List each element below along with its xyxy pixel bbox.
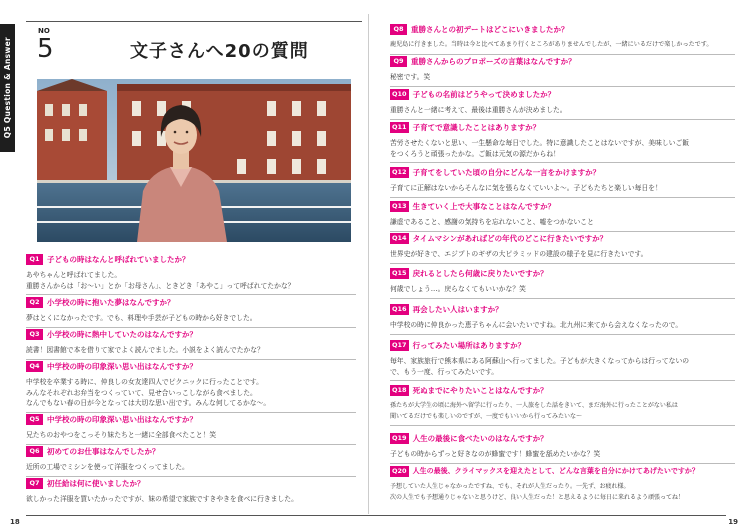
answer-text: 謙虚であること、感謝の気持ちを忘れないこと、嘘をつかないこと bbox=[390, 218, 594, 226]
separator bbox=[390, 298, 735, 299]
question-row bbox=[390, 23, 735, 35]
answer-text: 予想していた人生じゃなかったですね、でも、それが人生だったり。一先ず、お疲れ様。 次の人生でも予想通りじゃないと思うけど、良い人生だった！と思えるように毎日に来れるよう頑張ってね！ bbox=[390, 483, 685, 501]
question-row bbox=[390, 303, 735, 315]
question-row bbox=[390, 121, 735, 133]
question-number: Q12 bbox=[392, 167, 407, 176]
separator bbox=[26, 294, 356, 295]
qa-item-5 bbox=[26, 413, 356, 445]
question-row bbox=[390, 339, 735, 351]
question-text: 重勝さんとの初デートはどこにいきましたか？ bbox=[411, 24, 569, 34]
separator bbox=[390, 119, 735, 120]
question-number: Q18 bbox=[392, 385, 407, 394]
question-number: Q20 bbox=[392, 466, 407, 475]
qa-item-1 bbox=[26, 253, 356, 295]
question-text: 重勝さんからのプロポーズの言葉はなんですか？ bbox=[411, 56, 576, 66]
question-number: Q1 bbox=[26, 254, 43, 265]
qa-item-2 bbox=[26, 296, 356, 328]
page-number-left: 18 bbox=[10, 518, 20, 526]
qa-item-12 bbox=[390, 166, 735, 198]
question-row bbox=[26, 328, 356, 340]
question-number: Q14 bbox=[392, 233, 407, 242]
qa-item-6 bbox=[26, 445, 356, 477]
section-tab bbox=[0, 24, 15, 152]
number-label: NO bbox=[38, 27, 50, 35]
qa-item-9 bbox=[390, 55, 735, 87]
question-text: 初任給は何に使いましたか？ bbox=[47, 478, 145, 488]
page-title: 文子さんへ20の質問 bbox=[130, 41, 309, 62]
section-tab-label: Q5 Question & Answer bbox=[3, 37, 12, 139]
answer-text: 子育てに正解はないからそんなに気を張らなくていいよ～。子どもたちと楽しい毎日を！ bbox=[390, 184, 662, 192]
question-row bbox=[390, 88, 735, 100]
question-row bbox=[26, 413, 356, 425]
question-row bbox=[390, 267, 735, 279]
question-row bbox=[390, 432, 735, 444]
separator bbox=[390, 380, 735, 381]
gutter bbox=[368, 14, 369, 514]
question-number: Q2 bbox=[26, 297, 43, 308]
question-text: 子育てをしていた頃の自分にどんな一言をかけますか？ bbox=[412, 167, 601, 177]
question-number: Q11 bbox=[392, 122, 407, 131]
question-text: 人生の最後、クライマックスを迎えたとして、どんな言葉を自分にかけてあげたいですか？ bbox=[412, 467, 699, 475]
separator bbox=[390, 197, 735, 198]
question-number: Q9 bbox=[390, 56, 407, 67]
question-row bbox=[390, 465, 735, 477]
question-number: Q15 bbox=[392, 268, 407, 277]
answer-text: あやちゃんと呼ばれてました。 重勝さんからは「お～い」とか「お母さん」、ときどき「あやこ」って呼ばれてたかな？ bbox=[26, 271, 295, 290]
question-text: 人生の最後に食べたいのはなんですか？ bbox=[412, 433, 548, 443]
question-number: Q8 bbox=[390, 24, 407, 35]
portrait-photo bbox=[37, 79, 351, 242]
question-text: 子どもの名前はどうやって決めましたか？ bbox=[412, 89, 556, 99]
question-text: 再会したい人はいますか？ bbox=[412, 304, 503, 314]
qa-item-16 bbox=[390, 303, 735, 335]
answer-text: 子どもの時からずっと好きなのが蜂蜜です！蜂蜜を舐めたいかな？笑 bbox=[390, 450, 601, 458]
separator bbox=[390, 425, 735, 426]
question-text: 小学校の時に熱中していたのはなんですか？ bbox=[47, 329, 197, 339]
question-text: 中学校の時の印象深い思い出はなんですか？ bbox=[47, 361, 197, 371]
answer-text: 何歳でしょう…。戻らなくてもいいかな？笑 bbox=[390, 285, 526, 293]
photo-illustration bbox=[37, 79, 351, 242]
question-number: Q5 bbox=[26, 414, 43, 425]
header-rule bbox=[26, 21, 362, 22]
qa-item-15 bbox=[390, 267, 735, 299]
question-text: 子どもの時はなんと呼ばれていましたか？ bbox=[47, 254, 190, 264]
qa-item-17 bbox=[390, 339, 735, 381]
answer-text: 鹿児島に行きました。当時は今と比べてあまり行くところがありませんでしたが、一緒にいるだけで楽しかったです。 bbox=[390, 41, 713, 48]
answer-text: 世界史が好きで、エジプトのギザの大ピラミッドの建設の様子を見に行きたいです。 bbox=[390, 250, 648, 258]
separator bbox=[390, 162, 735, 163]
question-row bbox=[390, 55, 735, 67]
question-row bbox=[26, 477, 356, 489]
question-row bbox=[390, 232, 735, 244]
qa-item-13 bbox=[390, 200, 735, 232]
answer-text: 兄たちのおやつをこっそり妹たちと一緒に全部食べたこと！笑 bbox=[26, 431, 217, 439]
qa-item-8 bbox=[390, 23, 735, 55]
answer-text: 孫たちが大学生の頃に海外へ留学に行ったり、一人旅をした話をきいて、まだ海外に行ったことがない私は 聞いてるだけでも楽しいのですが、一度でもいいから行ってみたいな～ bbox=[390, 402, 678, 420]
qa-item-4 bbox=[26, 360, 356, 413]
question-number: Q16 bbox=[392, 304, 407, 313]
question-text: 生きていく上で大事なことはなんですか？ bbox=[412, 201, 556, 211]
answer-text: 苦労させたくないと思い、一生懸命な毎日でした。特に意識したことはないですが、美味しいご飯 をつくろうと頑張ったかな。ご飯は元気の源だからね！ bbox=[390, 139, 690, 158]
separator bbox=[390, 86, 735, 87]
question-number: Q6 bbox=[26, 446, 43, 457]
question-number: Q19 bbox=[392, 433, 407, 442]
question-number: Q4 bbox=[26, 361, 43, 372]
separator bbox=[390, 263, 735, 264]
page-number-right: 19 bbox=[728, 518, 738, 526]
question-text: 子育てで意識したことはありますか？ bbox=[412, 122, 541, 132]
question-row bbox=[390, 384, 735, 396]
question-text: 戻れるとしたら何歳に戻りたいですか？ bbox=[412, 268, 548, 278]
question-number: Q3 bbox=[26, 329, 43, 340]
question-text: タイムマシンがあればどの年代のどこに行きたいですか？ bbox=[412, 233, 608, 243]
answer-text: 秘密です。笑 bbox=[390, 73, 431, 81]
question-number: Q13 bbox=[392, 201, 407, 210]
question-text: 中学校の時の印象深い思い出はなんですか？ bbox=[47, 414, 197, 424]
question-row bbox=[26, 360, 356, 372]
question-row bbox=[26, 296, 356, 308]
separator bbox=[390, 463, 735, 464]
answer-text: 中学校を卒業する時に、仲良しの女友達四人でピクニックに行ったことです。 みんなそれぞれお弁当をつくっていて、見せ合いっこしながら食べました。 なんでもない春の日が今となっては大切な思い出です。みんな何してるかな～。 bbox=[26, 378, 271, 407]
qa-item-20 bbox=[390, 465, 735, 503]
article-number: 5 bbox=[37, 34, 54, 64]
answer-text: 欲しかった洋服を買いたかったですが、妹の希望で家族ですきやきを食べに行きました。 bbox=[26, 495, 298, 503]
qa-item-11 bbox=[390, 121, 735, 163]
question-row bbox=[390, 166, 735, 178]
qa-item-18 bbox=[390, 384, 735, 426]
qa-item-19 bbox=[390, 432, 735, 464]
question-row bbox=[26, 253, 356, 265]
qa-item-7 bbox=[26, 477, 356, 505]
footer-rule bbox=[26, 515, 726, 516]
answer-text: 重勝さんと一緒に考えて、最後は重勝さんが決めました。 bbox=[390, 106, 567, 114]
question-number: Q7 bbox=[26, 478, 43, 489]
answer-text: 近所の工場でミシンを使って洋服をつくってました。 bbox=[26, 463, 189, 471]
qa-item-10 bbox=[390, 88, 735, 120]
question-number: Q10 bbox=[392, 89, 407, 98]
answer-text: 中学校の時に仲良かった恵子ちゃんに会いたいですね。北九州に来てから会えなくなったので。 bbox=[390, 321, 683, 329]
answer-text: 読書！図書館で本を借りて家でよく読んでました。小説をよく読んでたかな？ bbox=[26, 346, 264, 354]
question-text: 初めてのお仕事はなんでしたか？ bbox=[47, 446, 160, 456]
question-text: 小学校の時に抱いた夢はなんですか？ bbox=[47, 297, 175, 307]
answer-text: 夢はとくになかったです。でも、料理や手芸が子どもの時から好きでした。 bbox=[26, 314, 257, 322]
qa-item-14 bbox=[390, 232, 735, 264]
question-row bbox=[390, 200, 735, 212]
answer-text: 毎年、家族旅行で熊本県にある阿蘇山へ行ってました。子どもが大きくなってからは行ってないの で、もう一度、行ってみたいです。 bbox=[390, 357, 690, 376]
question-text: 死ぬまでにやりたいことはなんですか？ bbox=[412, 385, 548, 395]
question-row bbox=[26, 445, 356, 457]
question-text: 行ってみたい場所はありますか？ bbox=[412, 340, 526, 350]
qa-item-3 bbox=[26, 328, 356, 360]
separator bbox=[390, 334, 735, 335]
question-number: Q17 bbox=[392, 340, 407, 349]
